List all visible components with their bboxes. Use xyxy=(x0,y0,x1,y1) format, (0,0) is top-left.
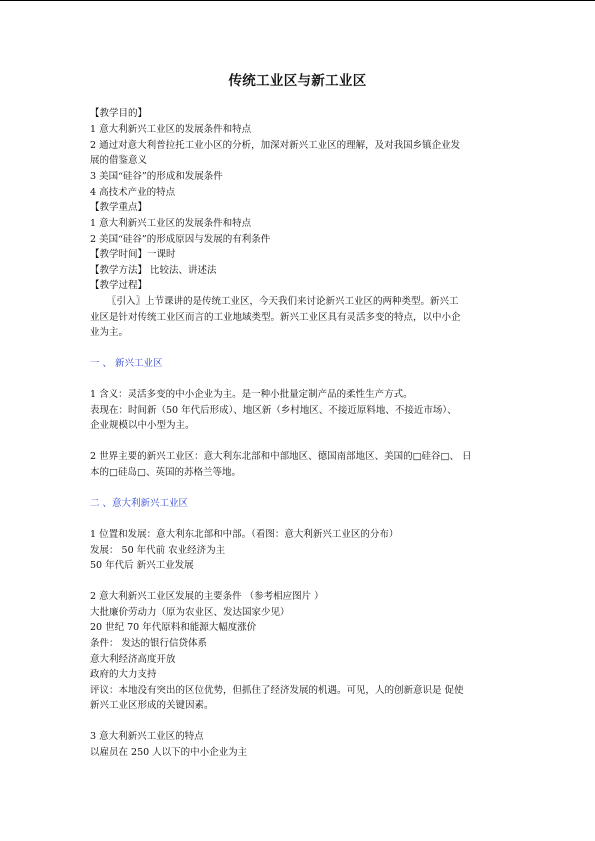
body-line: 表现在：时间新（50 年代后形成）、地区新（乡村地区、不接近原料地、不接近市场）、 xyxy=(90,405,457,416)
body-line: 评议：本地没有突出的区位优势，但抓住了经济发展的机遇。可见，人的创新意识是 促使 xyxy=(90,685,464,696)
teaching-methods: 【教学方法】 比较法、讲述法 xyxy=(90,265,217,276)
body-line: 3 意大利新兴工业区的特点 xyxy=(90,731,204,742)
body-line: 政府的大力支持 xyxy=(90,669,157,680)
body-line: 以雇员在 250 人以下的中小企业为主 xyxy=(90,747,248,758)
body-line: 1 位置和发展：意大利东北部和中部。（看图：意大利新兴工业区的分布） xyxy=(90,529,399,540)
body-line: 企业规模以中小型为主。 xyxy=(90,420,195,431)
body-line: 发展： 50 年代前 农业经济为主 xyxy=(90,545,226,556)
body-line: 50 年代后 新兴工业发展 xyxy=(90,560,194,571)
body-line: 20 世纪 70 年代原料和能源大幅度涨价 xyxy=(90,622,257,633)
body-line: 新兴工业区形成的关键因素。 xyxy=(90,700,214,711)
intro-line: 业区是针对传统工业区而言的工业地域类型。新兴工业区具有灵活多变的特点，以中小企 xyxy=(90,312,461,323)
objectives-header: 【教学目的】 xyxy=(90,108,148,119)
teaching-time: 【教学时间】一课时 xyxy=(90,249,176,260)
section-heading: 一 、 新兴工业区 xyxy=(90,358,163,369)
objective-line: 3 美国“硅谷”的形成和发展条件 xyxy=(90,171,223,182)
objective-line: 展的借鉴意义 xyxy=(90,155,148,166)
objective-line: 4 高技术产业的特点 xyxy=(90,187,176,198)
section-heading: 二 、意大利新兴工业区 xyxy=(90,498,189,509)
objective-line: 2 通过对意大利普拉托工业小区的分析，加深对新兴工业区的理解，及对我国乡镇企业发 xyxy=(90,140,461,151)
key-point-line: 1 意大利新兴工业区的发展条件和特点 xyxy=(90,218,252,229)
body-line: 本的□硅岛□、英国的苏格兰等地。 xyxy=(90,467,241,478)
process-header: 【教学过程】 xyxy=(90,280,148,291)
body-line: 条件： 发达的银行信贷体系 xyxy=(90,638,208,649)
body-line: 意大利经济高度开放 xyxy=(90,654,176,665)
body-line: 2 意大利新兴工业区发展的主要条件 （参考相应图片 ） xyxy=(90,591,324,602)
intro-line: 业为主。 xyxy=(90,327,129,338)
top-rule xyxy=(0,0,595,1)
objective-line: 1 意大利新兴工业区的发展条件和特点 xyxy=(90,124,252,135)
body-line: 1 含义：灵活多变的中小企业为主。是一种小批量定制产品的柔性生产方式。 xyxy=(90,389,413,400)
page-title: 传统工业区与新工业区 xyxy=(228,73,367,89)
key-point-line: 2 美国“硅谷”的形成原因与发展的有利条件 xyxy=(90,234,271,245)
body-line: 大批廉价劳动力（原为农业区、发达国家少见） xyxy=(90,607,290,618)
body-line: 2 世界主要的新兴工业区：意大利东北部和中部地区、德国南部地区、美国的□硅谷□、 日 xyxy=(90,451,472,462)
intro-line: 〖引入〗上节课讲的是传统工业区，今天我们来讨论新兴工业区的两种类型。新兴工 xyxy=(107,296,459,307)
key-points-header: 【教学重点】 xyxy=(90,202,148,213)
